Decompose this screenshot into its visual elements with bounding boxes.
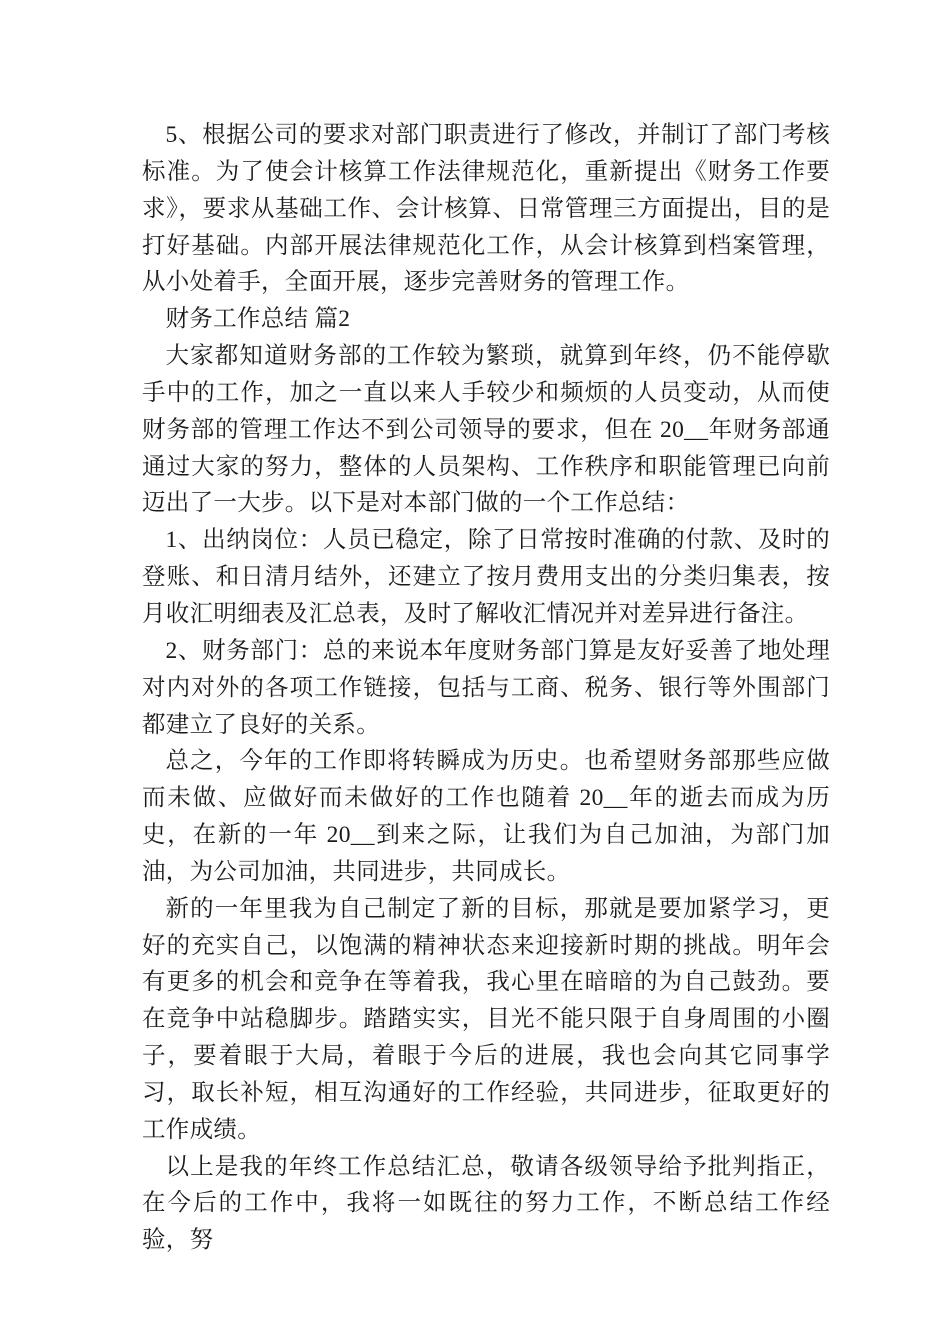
document-text-block — [142, 117, 830, 1259]
body-paragraph: 总之，今年的工作即将转瞬成为历史。也希望财务部那些应做而未做、应做好而未做好的工作也随着 20__年的逝去而成为历史，在新的一年 20__到来之际，让我们为自己加油，为部门加油，为公司加油，共同进步，共同成长。 — [142, 748, 830, 885]
body-paragraph: 2、财务部门：总的来说本年度财务部门算是友好妥善了地处理对内对外的各项工作链接，包括与工商、税务、银行等外围部门都建立了良好的关系。 — [142, 637, 830, 738]
body-paragraph: 1、出纳岗位：人员已稳定，除了日常按时准确的付款、及时的登账、和日清月结外，还建立了按月费用支出的分类归集表，按月收汇明细表及汇总表，及时了解收汇情况并对差异进行备注。 — [142, 527, 830, 627]
body-paragraph: 大家都知道财务部的工作较为繁琐，就算到年终，仍不能停歇手中的工作，加之一直以来人手较少和频烦的人员变动，从而使财务部的管理工作达不到公司领导的要求，但在 20__年财务部通通过大家的努力，整体的人员架构、工作秩序和职能管理已向前迈出了一大步。以下是对本部门做的一个工作总结： — [142, 343, 830, 517]
section-heading: 财务工作总结 篇2 — [165, 306, 351, 333]
body-paragraph: 以上是我的年终工作总结汇总，敬请各级领导给予批判指正，在今后的工作中，我将一如既往的努力工作，不断总结工作经验，努 — [142, 1153, 830, 1254]
body-paragraph: 5、根据公司的要求对部门职责进行了修改，并制订了部门考核标准。为了使会计核算工作法律规范化，重新提出《财务工作要求》，要求从基础工作、会计核算、日常管理三方面提出，目的是打好基础。内部开展法律规范化工作，从会计核算到档案管理，从小处着手，全面开展，逐步完善财务的管理工作。 — [142, 122, 830, 296]
body-paragraph: 新的一年里我为自己制定了新的目标，那就是要加紧学习，更好的充实自己，以饱满的精神状态来迎接新时期的挑战。明年会有更多的机会和竞争在等着我，我心里在暗暗的为自己鼓劲。要在竞争中站稳脚步。踏踏实实，目光不能只限于自身周围的小圈子，要着眼于大局，着眼于今后的进展，我也会向其它同事学习，取长补短，相互沟通好的工作经验，共同进步，征取更好的工作成绩。 — [142, 895, 830, 1143]
